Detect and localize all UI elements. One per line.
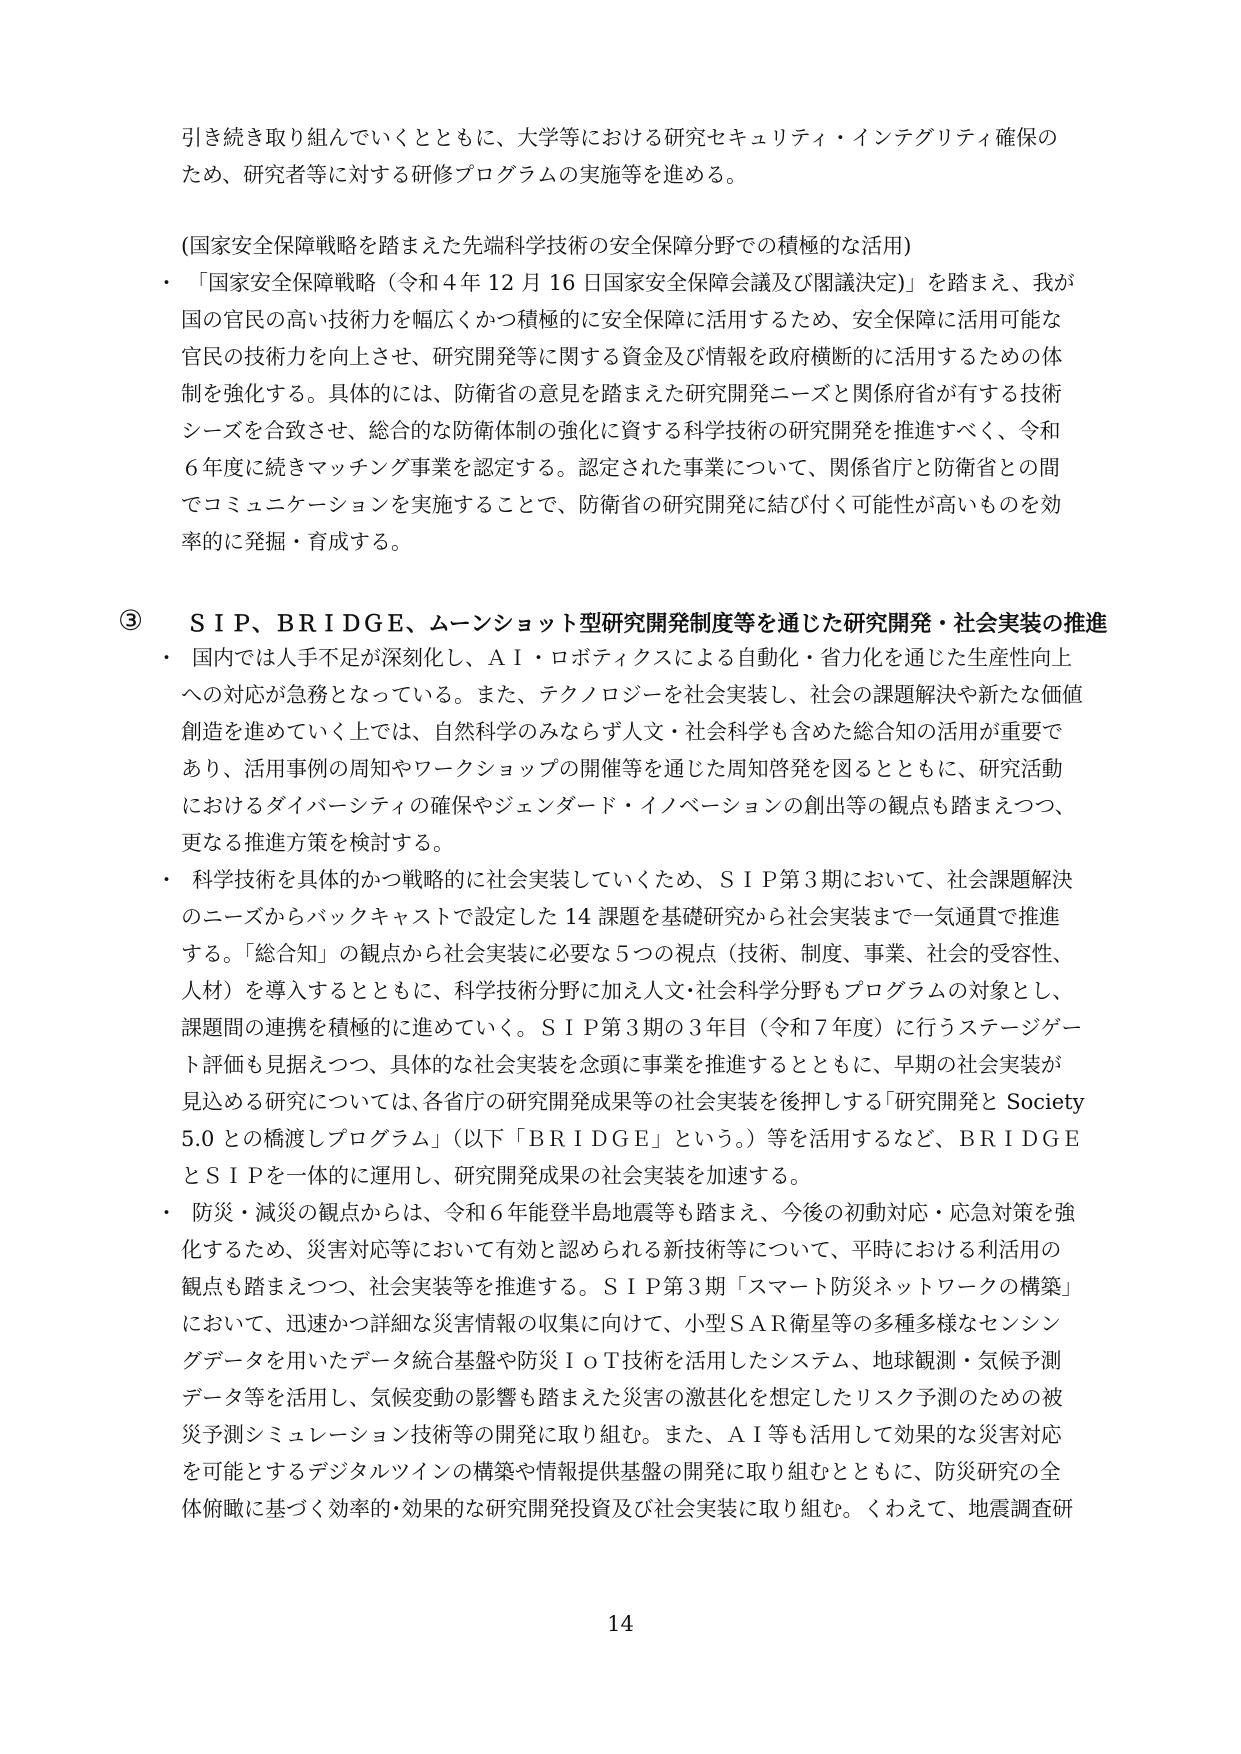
bullet-text-line: でコミュニケーションを実施することで、防衛省の研究開発に結び付く可能性が高いものを効 [181, 493, 1062, 517]
body-text-line: 引き続き取り組んでいくとともに、大学等における研究セキュリティ・インテグリティ確保の [181, 126, 1058, 150]
bullet-marker: ・ [156, 271, 177, 295]
section-number: ③ [118, 604, 144, 637]
section-title: ＳＩＰ、ＢＲＩＤＧＥ、ムーンショット型研究開発制度等を通じた研究開発・社会実装の推進 [186, 612, 1108, 637]
bullet-text-line: 制を強化する。具体的には、防衛省の意見を踏まえた研究開発ニーズと関係府省が有する技術 [181, 382, 1062, 406]
bullet-text-line: 官民の技術力を向上させ、研究開発等に関する資金及び情報を政府横断的に活用するための体 [181, 345, 1063, 369]
bullet-text-line: のニーズからバックキャストで設定した 14 課題を基礎研究から社会実装まで一気通貫で推進 [181, 905, 1061, 929]
bullet-text-line: 国内では人手不足が深刻化し、ＡＩ・ロボティクスによる自動化・省力化を通じた生産性向上 [192, 646, 1073, 670]
bullet-text-line: を可能とするデジタルツインの構築や情報提供基盤の開発に取り組むとともに、防災研究の全 [181, 1460, 1061, 1484]
bullet-text-line: とＳＩＰを一体的に運用し、研究開発成果の社会実装を加速する。 [181, 1164, 811, 1188]
bullet-text-line: 防災・減災の観点からは、令和６年能登半島地震等も踏まえ、今後の初動対応・応急対策を強 [192, 1201, 1076, 1225]
bullet-text-line: 5.0 との橋渡しプログラム」（以下「ＢＲＩＤＧＥ」という。）等を活用するなど、ＢＲＩＤＧＥ [181, 1127, 1082, 1151]
bullet-text-line: 見込める研究については､各省庁の研究開発成果等の社会実装を後押しする｢研究開発と Society [181, 1090, 1085, 1114]
bullet-text-line: 「国家安全保障戦略（令和４年 12 月 16 日国家安全保障会議及び閣議決定)」を踏まえ、我が [187, 271, 1075, 295]
bullet-text-line: 課題間の連携を積極的に進めていく。ＳＩＰ第３期の３年目（令和７年度）に行うステージゲー [181, 1016, 1083, 1040]
subheading: (国家安全保障戦略を踏まえた先端科学技術の安全保障分野での積極的な活用) [181, 234, 912, 258]
bullet-text-line: 観点も踏まえつつ、社会実装等を推進する。ＳＩＰ第３期「スマート防災ネットワークの構築」 [181, 1275, 1083, 1299]
bullet-text-line: 更なる推進方策を検討する。 [181, 831, 454, 855]
bullet-text-line: データ等を活用し、気候変動の影響も踏まえた災害の激甚化を想定したリスク予測のための被 [181, 1386, 1063, 1410]
bullet-marker: ・ [156, 646, 177, 670]
bullet-text-line: において、迅速かつ詳細な災害情報の収集に向けて、小型ＳＡＲ衛星等の多種多様なセンシン [181, 1312, 1062, 1336]
bullet-text-line: 人材）を導入するとともに、科学技術分野に加え人文･社会科学分野もプログラムの対象とし、 [181, 979, 1074, 1003]
bullet-text-line: 率的に発掘・育成する。 [181, 530, 412, 554]
bullet-text-line: 体俯瞰に基づく効率的･効果的な研究開発投資及び社会実装に取り組む。くわえて、地震調査研 [181, 1497, 1074, 1521]
bullet-text-line: 科学技術を具体的かつ戦略的に社会実装していくため、ＳＩＰ第３期において、社会課題解決 [192, 868, 1073, 892]
bullet-text-line: する。「総合知」の観点から社会実装に必要な５つの視点（技術、制度、事業、社会的受容性、 [181, 942, 1074, 966]
body-text-line: ため、研究者等に対する研修プログラムの実施等を進める。 [181, 163, 747, 187]
bullet-text-line: 創造を進めていく上では、自然科学のみならず人文・社会科学も含めた総合知の活用が重要で [181, 720, 1063, 744]
bullet-text-line: ６年度に続きマッチング事業を認定する。認定された事業について、関係省庁と防衛省との間 [181, 456, 1060, 480]
bullet-text-line: ト評価も見据えつつ、具体的な社会実装を念頭に事業を推進するとともに、早期の社会実装が [181, 1053, 1062, 1077]
bullet-text-line: グデータを用いたデータ統合基盤や防災ＩｏＴ技術を活用したシステム、地球観測・気候予測 [181, 1349, 1062, 1373]
bullet-text-line: あり、活用事例の周知やワークショップの開催等を通じた周知啓発を図るとともに、研究活動 [181, 757, 1063, 781]
page-number: 14 [607, 1612, 634, 1636]
bullet-text-line: 災予測シミュレーション技術等の開発に取り組む。また、ＡＩ等も活用して効果的な災害対応 [181, 1423, 1062, 1447]
bullet-text-line: 化するため、災害対応等において有効と認められる新技術等について、平時における利活用の [181, 1238, 1062, 1262]
bullet-text-line: シーズを合致させ、総合的な防衛体制の強化に資する科学技術の研究開発を推進すべく、令和 [181, 419, 1061, 443]
bullet-marker: ・ [156, 1201, 177, 1225]
bullet-text-line: 国の官民の高い技術力を幅広くかつ積極的に安全保障に活用するため、安全保障に活用可能な [181, 308, 1063, 332]
bullet-text-line: におけるダイバーシティの確保やジェンダード・イノベーションの創出等の観点も踏まえつつ、 [181, 794, 1076, 818]
bullet-text-line: への対応が急務となっている。また、テクノロジーを社会実装し、社会の課題解決や新たな価値 [181, 683, 1083, 707]
bullet-marker: ・ [156, 868, 177, 892]
